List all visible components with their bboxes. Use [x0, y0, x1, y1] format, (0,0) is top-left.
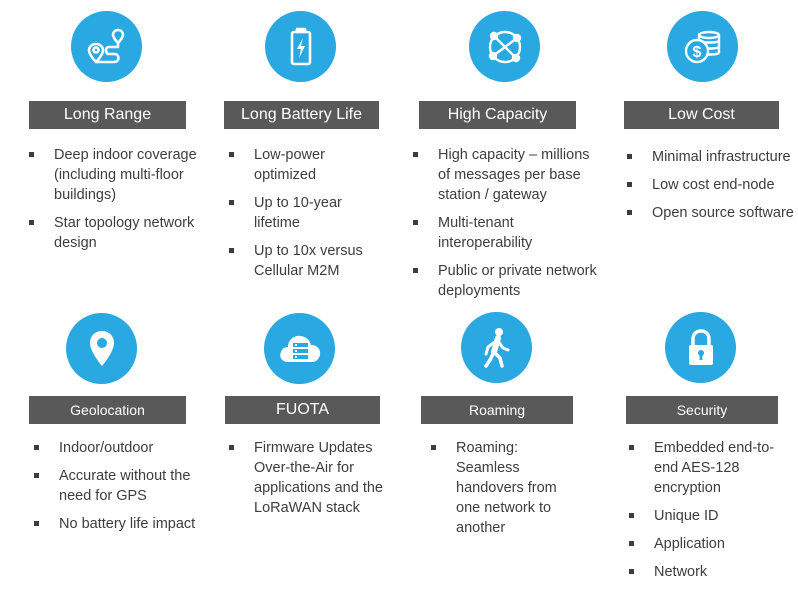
location-pin-icon — [66, 313, 137, 384]
bullet-item: Deep indoor coverage (including multi-floor buildings) — [26, 145, 202, 205]
battery-charging-icon — [265, 11, 336, 82]
feature-title: Long Range — [29, 101, 186, 129]
bullet-item: Star topology network design — [26, 213, 202, 253]
bullet-item: Firmware Updates Over-the-Air for applications and the LoRaWAN stack — [226, 438, 391, 518]
feature-title: FUOTA — [225, 396, 380, 424]
bullet-item: Up to 10x versus Cellular M2M — [226, 241, 386, 281]
bullet-item: Multi-tenant interoperability — [410, 213, 600, 253]
feature-title: Roaming — [421, 396, 573, 424]
bullet-item: Accurate without the need for GPS — [31, 466, 206, 506]
svg-text:$: $ — [692, 43, 701, 61]
feature-bullets — [31, 438, 206, 542]
bullet-item: Minimal infrastructure — [624, 147, 794, 167]
feature-bullets — [624, 147, 794, 231]
feature-bullets — [226, 145, 386, 289]
bullet-item: No battery life impact — [31, 514, 206, 534]
feature-bullets — [428, 438, 578, 546]
bullet-item: Network — [626, 562, 786, 582]
feature-bullets — [226, 438, 391, 526]
feature-bullets — [410, 145, 600, 309]
bullet-item: Public or private network deployments — [410, 261, 600, 301]
cloud-server-icon — [264, 313, 335, 384]
bullet-item: Unique ID — [626, 506, 786, 526]
feature-title: Geolocation — [29, 396, 186, 424]
route-map-pin-icon — [71, 11, 142, 82]
bullet-item: Low cost end-node — [624, 175, 794, 195]
coins-dollar-icon — [667, 11, 738, 82]
feature-title: Long Battery Life — [224, 101, 379, 129]
bullet-item: High capacity – millions of messages per base station / gateway — [410, 145, 600, 205]
bullet-item: Low-power optimized — [226, 145, 386, 185]
bullet-item: Open source software — [624, 203, 794, 223]
network-globe-icon — [469, 11, 540, 82]
bullet-item: Indoor/outdoor — [31, 438, 206, 458]
bullet-item: Roaming: Seamless handovers from one network to another — [428, 438, 578, 538]
bullet-item: Application — [626, 534, 786, 554]
feature-bullets — [26, 145, 202, 261]
padlock-icon — [665, 312, 736, 383]
bullet-item: Up to 10-year lifetime — [226, 193, 386, 233]
feature-title: Security — [626, 396, 778, 424]
feature-title: High Capacity — [419, 101, 576, 129]
feature-title: Low Cost — [624, 101, 779, 129]
walking-person-icon — [461, 312, 532, 383]
bullet-item: Embedded end-to-end AES-128 encryption — [626, 438, 786, 498]
feature-bullets — [626, 438, 786, 590]
